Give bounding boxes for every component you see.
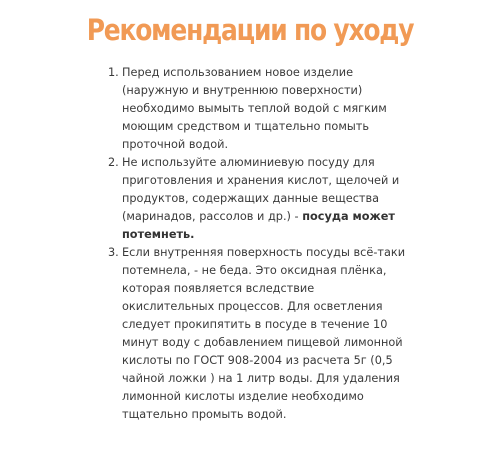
list-item-number: 1. (108, 66, 119, 79)
list-item-text (122, 64, 408, 154)
list-item (108, 64, 408, 154)
list-item-number: 2. (108, 156, 119, 169)
list-item-number: 3. (108, 246, 119, 259)
list-item (108, 244, 408, 424)
list-item-body: Не используйте алюминиевую посуду для приготовления и хранения кислот, щелочей и продуктов, содержащих данные вещества (маринадов, рассолов и др.) - (122, 156, 400, 223)
page-title: Рекомендации по уходу (86, 13, 414, 47)
list-item (108, 154, 408, 244)
list-item-body: Если внутренняя поверхность посуды всё-таки потемнела, - не беда. Это оксидная плёнка, которая появляется вследствие окислительных процессов. Для осветления следует прокипятить в посуде в течение 10 минут воду с добавлением пищевой лимонной кислоты по ГОСТ 908-2004 из расчета 5г (0,5 чайной ложки ) на 1 литр воды. Для удаления лимонной кислоты изделие необходимо тщательно промыть водой. (122, 246, 406, 421)
list-item-body: Перед использованием новое изделие (наружную и внутреннюю поверхности) необходимо вымыть теплой водой с мягким моющим средством и тщательно помыть проточной водой. (122, 66, 387, 151)
list-item-text (122, 244, 408, 424)
care-instructions-list (108, 64, 408, 424)
list-item-text (122, 154, 408, 244)
list-item-warning: посуда может потемнеть. (122, 210, 395, 241)
